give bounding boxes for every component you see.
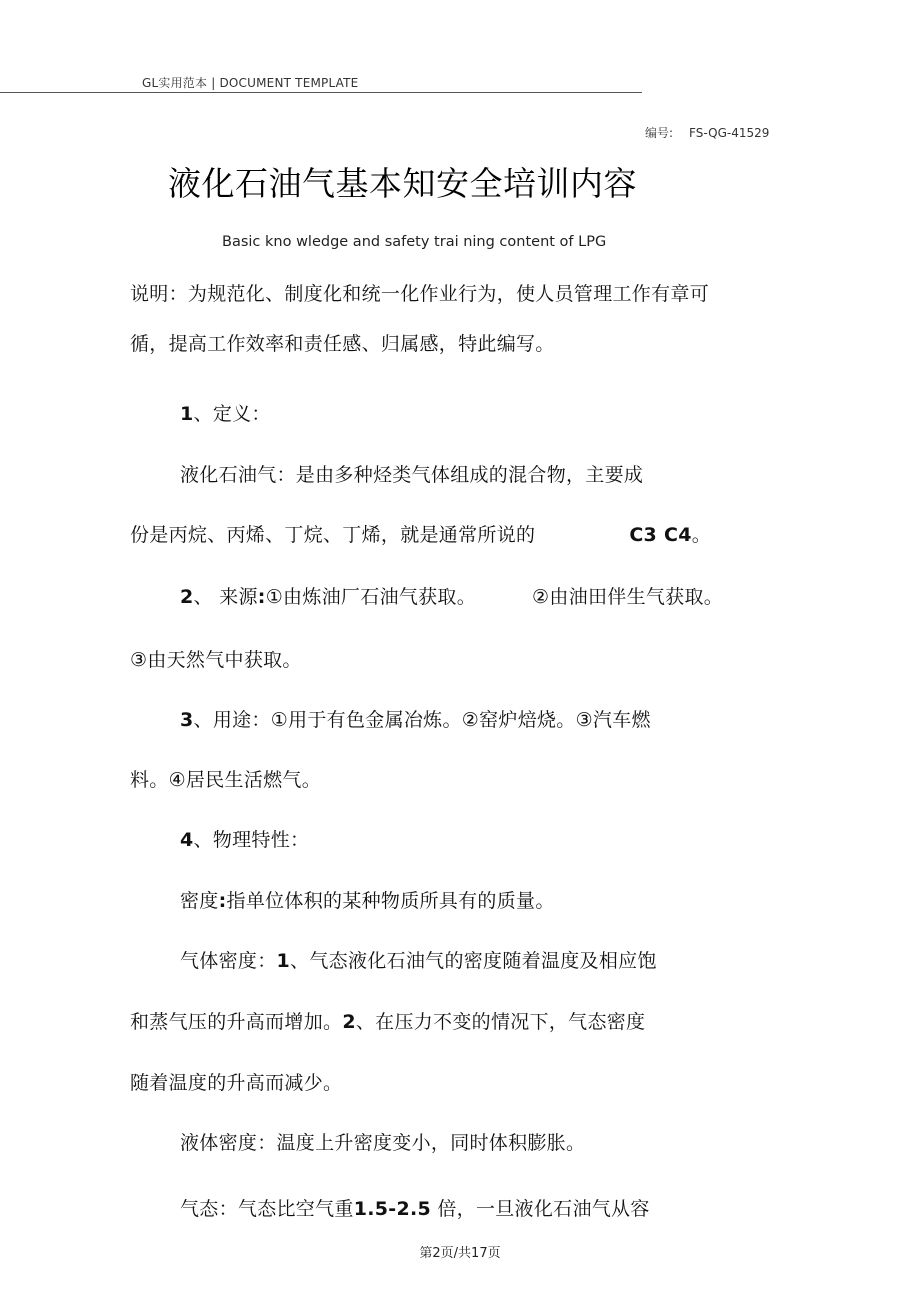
section-1-number: 1 [180, 403, 194, 425]
section-4-number: 4 [180, 829, 194, 851]
section-1-heading [180, 399, 271, 426]
section-2-line [180, 582, 723, 609]
gas-state-line [180, 1194, 650, 1221]
gas-density-label: 气体密度： [180, 950, 277, 972]
section-2-source-2: ②由油田伴生气获取。 [532, 586, 724, 608]
section-2-colon: : [257, 586, 266, 608]
section-3-line-2: 料。④居民生活燃气。 [130, 769, 322, 791]
gas-density-point-1-end: 和蒸气压的升高而增加。 [130, 1011, 343, 1033]
intro-line-1: 说明：为规范化、制度化和统一化作业行为，使人员管理工作有章可 [130, 283, 710, 305]
section-2-source-1: ①由炼油厂石油气获取。 [265, 586, 477, 608]
section-2-title: 、 来源 [193, 586, 258, 608]
header-template-label: GL实用范本 | DOCUMENT TEMPLATE [142, 76, 359, 90]
document-subtitle: Basic kno wledge and safety trai ning content of LPG [222, 234, 607, 250]
document-title: 液化石油气基本知安全培训内容 [168, 164, 637, 203]
gas-density-line-3: 随着温度的升高而减少。 [130, 1072, 343, 1094]
definition-bold-term: C3 C4 [629, 524, 692, 546]
section-1-title: 、定义： [193, 403, 271, 425]
document-number-label: 编号: [645, 126, 674, 140]
section-2-source-3: ③由天然气中获取。 [130, 649, 302, 671]
page-footer: 第2页/共17页 [419, 1246, 501, 1261]
gas-density-point-2-text: 、在压力不变的情况下，气态密度 [355, 1011, 646, 1033]
section-3-number: 3 [180, 709, 194, 731]
density-text: 指单位体积的某种物质所具有的质量。 [226, 890, 555, 912]
document-number [645, 124, 769, 141]
gas-state-text: 气态：气态比空气重 [180, 1198, 354, 1220]
section-3-text: 、用途：①用于有色金属冶炼。②窑炉焙烧。③汽车燃 [193, 709, 651, 731]
definition-end: 。 [691, 524, 712, 546]
gas-state-ratio: 1.5-2.5 [353, 1198, 432, 1220]
section-3-line [180, 705, 651, 732]
definition-text: 份是丙烷、丙烯、丁烷、丁烯，就是通常所说的 [130, 524, 536, 546]
section-4-heading [180, 825, 309, 852]
gas-density-line-1 [180, 946, 657, 973]
intro-line-2: 循，提高工作效率和责任感、归属感，特此编写。 [130, 333, 555, 355]
gas-state-text-end: 倍，一旦液化石油气从容 [431, 1198, 650, 1220]
definition-line-2 [130, 520, 711, 547]
section-2-number: 2 [180, 586, 194, 608]
header-divider [0, 92, 642, 93]
definition-line-1: 液化石油气：是由多种烃类气体组成的混合物，主要成 [180, 464, 644, 486]
liquid-density-line: 液体密度：温度上升密度变小，同时体积膨胀。 [180, 1132, 586, 1154]
gas-density-point-1-number: 1 [276, 950, 291, 972]
gas-density-point-2-number: 2 [342, 1011, 356, 1033]
density-colon: : [218, 890, 227, 912]
density-definition [180, 886, 555, 913]
gas-density-point-1-text: 、气态液化石油气的密度随着温度及相应饱 [290, 950, 657, 972]
gas-density-line-2 [130, 1007, 645, 1034]
section-4-title: 、物理特性： [193, 829, 310, 851]
density-label: 密度 [180, 890, 219, 912]
document-number-value: FS-QG-41529 [689, 126, 770, 140]
